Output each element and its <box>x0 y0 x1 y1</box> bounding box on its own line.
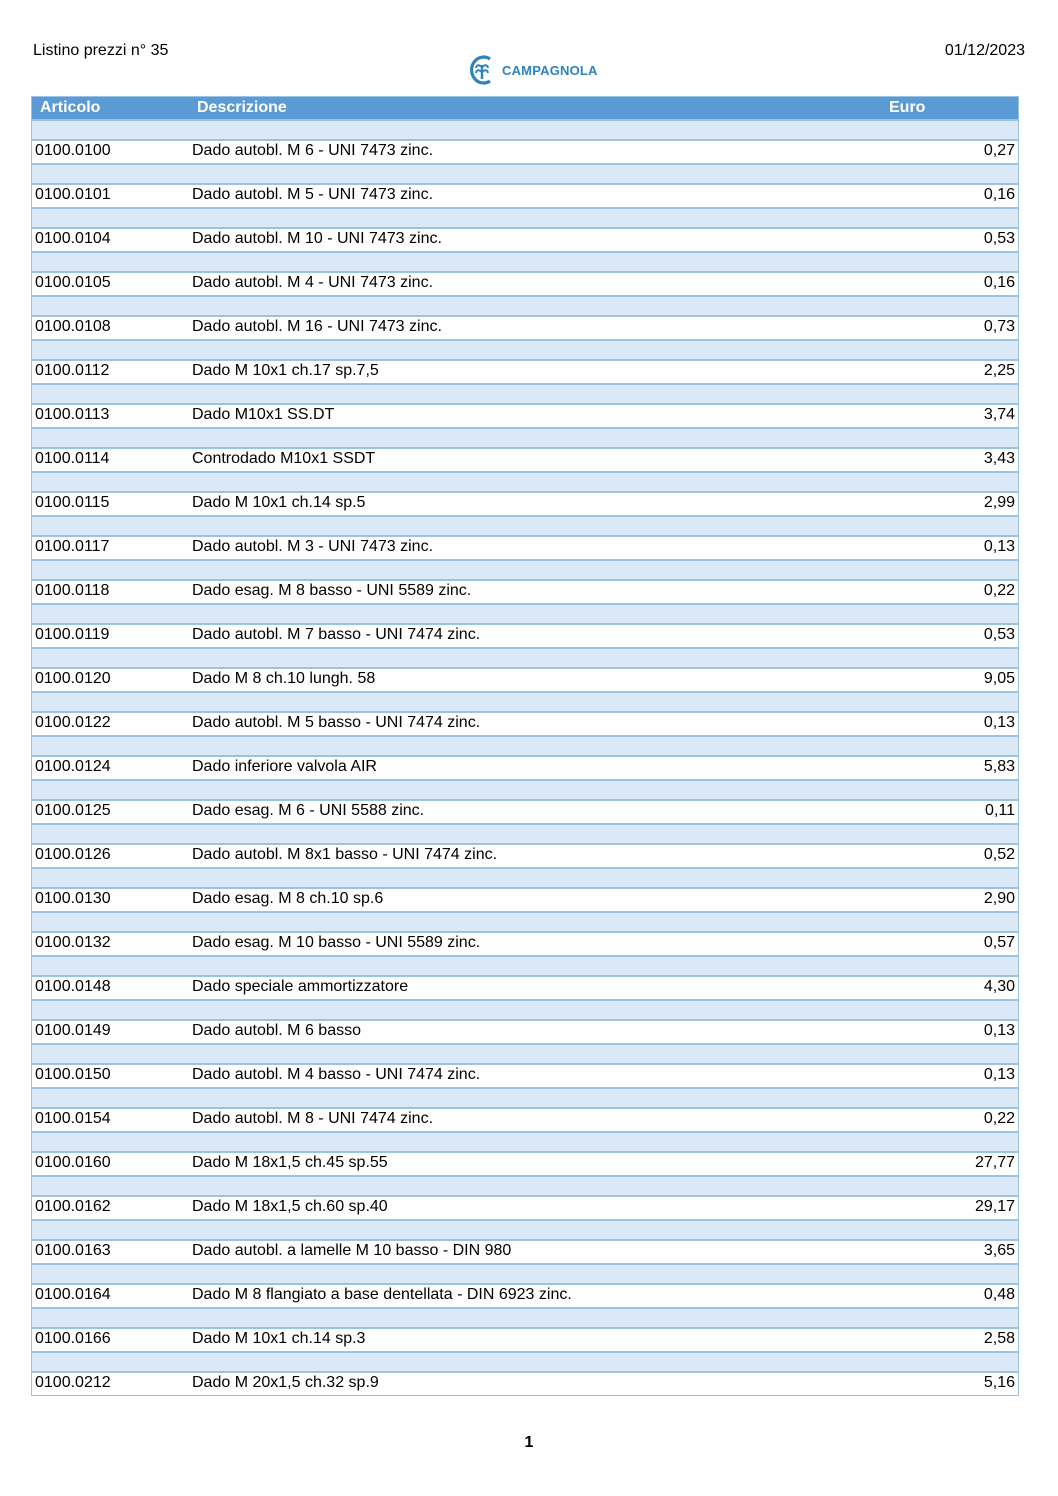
description: Dado M 10x1 ch.14 sp.3 <box>192 1330 366 1347</box>
price: 0,48 <box>983 1286 1015 1303</box>
row-separator <box>32 779 1018 799</box>
table-row <box>32 1151 1018 1175</box>
table-row <box>32 271 1018 295</box>
article-code: 0100.0120 <box>35 670 111 687</box>
row-separator <box>32 1307 1018 1327</box>
table-row <box>32 931 1018 955</box>
price: 4,30 <box>983 978 1015 995</box>
row-separator <box>32 295 1018 315</box>
description: Dado autobl. M 8x1 basso - UNI 7474 zinc. <box>192 846 498 863</box>
price: 5,16 <box>983 1374 1015 1391</box>
price: 5,83 <box>983 758 1015 775</box>
table-row <box>32 887 1018 911</box>
price: 2,99 <box>983 494 1015 511</box>
logo-text: CAMPAGNOLA <box>502 62 598 78</box>
description: Dado autobl. M 7 basso - UNI 7474 zinc. <box>192 626 481 643</box>
description: Dado M 18x1,5 ch.45 sp.55 <box>192 1154 388 1171</box>
description: Dado M 18x1,5 ch.60 sp.40 <box>192 1198 388 1215</box>
article-code: 0100.0125 <box>35 802 111 819</box>
row-separator <box>32 867 1018 887</box>
table-row <box>32 1063 1018 1087</box>
article-code: 0100.0117 <box>35 538 110 555</box>
article-code: 0100.0100 <box>35 142 111 159</box>
price: 0,27 <box>983 142 1015 159</box>
article-code: 0100.0164 <box>35 1286 111 1303</box>
table-row <box>32 1239 1018 1263</box>
description: Dado autobl. M 16 - UNI 7473 zinc. <box>192 318 442 335</box>
table-row <box>32 139 1018 163</box>
column-header-euro: Euro <box>889 99 926 116</box>
column-header-descrizione: Descrizione <box>197 99 287 116</box>
price: 0,73 <box>983 318 1015 335</box>
description: Dado autobl. M 3 - UNI 7473 zinc. <box>192 538 434 555</box>
row-separator <box>32 647 1018 667</box>
price: 0,16 <box>983 186 1015 203</box>
row-separator <box>32 163 1018 183</box>
article-code: 0100.0101 <box>35 186 111 203</box>
page-number: 1 <box>524 1434 534 1451</box>
row-separator <box>32 1351 1018 1371</box>
table-row <box>32 535 1018 559</box>
description: Dado M 10x1 ch.17 sp.7,5 <box>192 362 379 379</box>
price: 29,17 <box>974 1198 1015 1215</box>
row-separator <box>32 207 1018 227</box>
row-separator <box>32 999 1018 1019</box>
table-row <box>32 183 1018 207</box>
price: 0,13 <box>983 538 1015 555</box>
description: Dado inferiore valvola AIR <box>192 758 377 775</box>
table-row <box>32 755 1018 779</box>
row-separator <box>32 691 1018 711</box>
description: Dado autobl. M 10 - UNI 7473 zinc. <box>192 230 442 247</box>
article-code: 0100.0114 <box>35 450 110 467</box>
article-code: 0100.0154 <box>35 1110 111 1127</box>
row-separator <box>32 1263 1018 1283</box>
article-code: 0100.0149 <box>35 1022 111 1039</box>
article-code: 0100.0119 <box>35 626 110 643</box>
article-code: 0100.0122 <box>35 714 111 731</box>
price: 3,43 <box>983 450 1015 467</box>
row-separator <box>32 955 1018 975</box>
description: Dado autobl. a lamelle M 10 basso - DIN 980 <box>192 1242 512 1259</box>
column-header-articolo: Articolo <box>40 99 101 116</box>
article-code: 0100.0132 <box>35 934 111 951</box>
price: 0,53 <box>983 230 1015 247</box>
article-code: 0100.0150 <box>35 1066 111 1083</box>
price: 27,77 <box>974 1154 1015 1171</box>
description: Dado esag. M 6 - UNI 5588 zinc. <box>192 802 425 819</box>
list-date: 01/12/2023 <box>944 42 1025 59</box>
description: Dado esag. M 8 basso - UNI 5589 zinc. <box>192 582 472 599</box>
description: Dado autobl. M 5 - UNI 7473 zinc. <box>192 186 434 203</box>
table-row <box>32 447 1018 471</box>
row-separator <box>32 1219 1018 1239</box>
description: Dado autobl. M 4 - UNI 7473 zinc. <box>192 274 434 291</box>
article-code: 0100.0104 <box>35 230 111 247</box>
price: 0,53 <box>983 626 1015 643</box>
row-separator <box>32 383 1018 403</box>
price: 0,52 <box>983 846 1015 863</box>
article-code: 0100.0113 <box>35 406 110 423</box>
row-separator <box>32 471 1018 491</box>
description: Dado M 8 ch.10 lungh. 58 <box>192 670 376 687</box>
price: 0,13 <box>983 714 1015 731</box>
table-row <box>32 1283 1018 1307</box>
description: Dado autobl. M 8 - UNI 7474 zinc. <box>192 1110 434 1127</box>
table-row <box>32 1327 1018 1351</box>
list-title: Listino prezzi n° 35 <box>33 42 169 59</box>
table-row <box>32 579 1018 603</box>
table-row <box>32 711 1018 735</box>
article-code: 0100.0148 <box>35 978 111 995</box>
price: 3,74 <box>983 406 1015 423</box>
table-header <box>32 97 1018 119</box>
article-code: 0100.0115 <box>35 494 110 511</box>
table-body <box>32 119 1018 1395</box>
description: Dado M 8 flangiato a base dentellata - DIN 6923 zinc. <box>192 1286 572 1303</box>
campagnola-logo-icon <box>468 54 496 86</box>
table-row <box>32 359 1018 383</box>
table-row <box>32 1371 1018 1395</box>
table-row <box>32 843 1018 867</box>
price: 9,05 <box>983 670 1015 687</box>
table-row <box>32 403 1018 427</box>
article-code: 0100.0112 <box>35 362 110 379</box>
table-row <box>32 975 1018 999</box>
row-separator <box>32 427 1018 447</box>
article-code: 0100.0163 <box>35 1242 111 1259</box>
article-code: 0100.0166 <box>35 1330 111 1347</box>
price: 0,22 <box>983 1110 1015 1127</box>
row-separator <box>32 559 1018 579</box>
table-row <box>32 667 1018 691</box>
row-separator <box>32 515 1018 535</box>
price: 0,11 <box>985 802 1015 819</box>
row-separator <box>32 1175 1018 1195</box>
price: 0,22 <box>983 582 1015 599</box>
article-code: 0100.0105 <box>35 274 111 291</box>
row-separator <box>32 119 1018 139</box>
description: Dado M 20x1,5 ch.32 sp.9 <box>192 1374 379 1391</box>
article-code: 0100.0124 <box>35 758 111 775</box>
price: 2,25 <box>983 362 1015 379</box>
description: Dado speciale ammortizzatore <box>192 978 409 995</box>
article-code: 0100.0130 <box>35 890 111 907</box>
price: 0,13 <box>983 1022 1015 1039</box>
price-table <box>31 96 1019 1396</box>
article-code: 0100.0108 <box>35 318 111 335</box>
article-code: 0100.0160 <box>35 1154 111 1171</box>
row-separator <box>32 603 1018 623</box>
row-separator <box>32 1131 1018 1151</box>
description: Dado M 10x1 ch.14 sp.5 <box>192 494 366 511</box>
description: Dado autobl. M 6 - UNI 7473 zinc. <box>192 142 434 159</box>
table-row <box>32 1107 1018 1131</box>
table-row <box>32 227 1018 251</box>
description: Dado autobl. M 5 basso - UNI 7474 zinc. <box>192 714 481 731</box>
campagnola-logo <box>468 54 598 86</box>
table-row <box>32 1195 1018 1219</box>
row-separator <box>32 1087 1018 1107</box>
description: Dado esag. M 10 basso - UNI 5589 zinc. <box>192 934 481 951</box>
price: 0,13 <box>983 1066 1015 1083</box>
article-code: 0100.0126 <box>35 846 111 863</box>
description: Dado autobl. M 4 basso - UNI 7474 zinc. <box>192 1066 481 1083</box>
row-separator <box>32 911 1018 931</box>
price: 0,16 <box>983 274 1015 291</box>
table-row <box>32 315 1018 339</box>
description: Dado autobl. M 6 basso <box>192 1022 361 1039</box>
price: 2,90 <box>983 890 1015 907</box>
row-separator <box>32 339 1018 359</box>
row-separator <box>32 823 1018 843</box>
article-code: 0100.0212 <box>35 1374 111 1391</box>
price: 0,57 <box>983 934 1015 951</box>
description: Dado esag. M 8 ch.10 sp.6 <box>192 890 384 907</box>
price: 3,65 <box>983 1242 1015 1259</box>
article-code: 0100.0162 <box>35 1198 111 1215</box>
table-row <box>32 623 1018 647</box>
description: Dado M10x1 SS.DT <box>192 406 335 423</box>
table-row <box>32 1019 1018 1043</box>
row-separator <box>32 735 1018 755</box>
description: Controdado M10x1 SSDT <box>192 450 376 467</box>
row-separator <box>32 1043 1018 1063</box>
article-code: 0100.0118 <box>35 582 110 599</box>
row-separator <box>32 251 1018 271</box>
price: 2,58 <box>983 1330 1015 1347</box>
table-row <box>32 799 1018 823</box>
table-row <box>32 491 1018 515</box>
